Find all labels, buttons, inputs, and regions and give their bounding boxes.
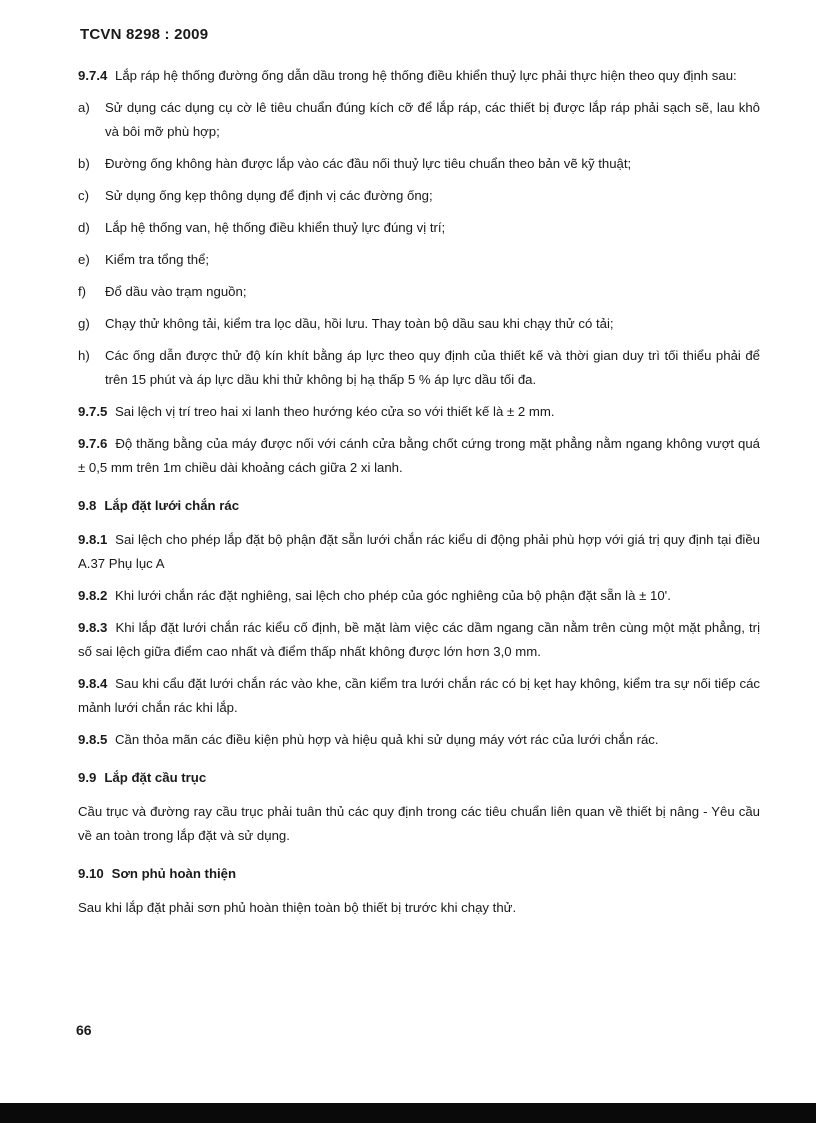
- document-code-header: TCVN 8298 : 2009: [80, 26, 209, 43]
- clause-9-7-4: [78, 64, 760, 88]
- list-item-text: Đường ống không hàn được lắp vào các đầu nối thuỷ lực tiêu chuẩn theo bản vẽ kỹ thuật;: [105, 156, 632, 171]
- clause-9-7-5: [78, 400, 760, 424]
- list-marker: b): [78, 156, 90, 171]
- clause-number: 9.8.2: [78, 588, 108, 603]
- clause-number: 9.7.5: [78, 404, 108, 419]
- clause-text: Độ thăng bằng của máy được nối với cánh cửa bằng chốt cứng trong mặt phẳng nằm ngang không vượt quá ± 0,5 mm trên 1m chiều dài khoảng cách giữa 2 xi lanh.: [78, 436, 760, 475]
- clause-text: Lắp ráp hệ thống đường ống dẫn dầu trong hệ thống điều khiển thuỷ lực phải thực hiện theo quy định sau:: [115, 68, 737, 83]
- clause-number: 9.7.4: [78, 68, 108, 83]
- clause-text: Sai lệch cho phép lắp đặt bộ phận đặt sẵn lưới chắn rác kiểu di động phải phù hợp với giá trị quy định tại điều A.37 Phụ lục A: [78, 532, 761, 571]
- section-heading-9-8: [78, 494, 760, 518]
- list-item-d: [76, 216, 760, 240]
- clause-9-8-5: [78, 728, 760, 752]
- list-marker: f): [78, 284, 87, 299]
- section-number: 9.9: [78, 770, 97, 785]
- clause-number: 9.8.1: [78, 532, 108, 547]
- clause-text: Cần thỏa mãn các điều kiện phù hợp và hiệu quả khi sử dụng máy vớt rác của lưới chắn rác.: [115, 732, 659, 747]
- clause-9-8-1: [78, 528, 760, 576]
- list-item-g: [76, 312, 760, 336]
- list-item-text: Sử dụng các dụng cụ cờ lê tiêu chuẩn đúng kích cỡ để lắp ráp, các thiết bị được lắp ráp phải sạch sẽ, lau khô và bôi mỡ phù hợp;: [105, 100, 760, 139]
- section-title: Sơn phủ hoàn thiện: [111, 866, 237, 881]
- section-number: 9.8: [78, 498, 97, 513]
- list-item-text: Lắp hệ thống van, hệ thống điều khiển thuỷ lực đúng vị trí;: [105, 220, 446, 235]
- list-item-h: [76, 344, 760, 392]
- scan-edge-bar: [0, 1103, 816, 1123]
- section-9-10-body: Sau khi lắp đặt phải sơn phủ hoàn thiện toàn bộ thiết bị trước khi chạy thử.: [78, 900, 517, 915]
- list-item-text: Sử dụng ống kẹp thông dụng để định vị các đường ống;: [105, 188, 433, 203]
- list-item-text: Các ống dẫn được thử độ kín khít bằng áp lực theo quy định của thiết kế và thời gian duy trì tối thiểu phải để trên 15 phút và áp lực dầu khi thử không bị hạ thấp 5 % áp lực dầu tối đa.: [105, 348, 760, 387]
- clause-text: Sai lệch vị trí treo hai xi lanh theo hướng kéo cửa so với thiết kế là ± 2 mm.: [115, 404, 555, 419]
- section-number: 9.10: [78, 866, 104, 881]
- list-item-a: [76, 96, 760, 144]
- list-marker: a): [78, 100, 90, 115]
- list-item-text: Kiểm tra tổng thể;: [105, 252, 210, 267]
- clause-text: Sau khi cẩu đặt lưới chắn rác vào khe, cần kiểm tra lưới chắn rác có bị kẹt hay không, kiểm tra sự nối tiếp các mảnh lưới chắn rác khi lắp.: [78, 676, 760, 715]
- section-title: Lắp đặt cầu trục: [104, 770, 207, 785]
- document-body: [78, 64, 760, 928]
- clause-9-7-6: [78, 432, 760, 480]
- clause-text: Khi lưới chắn rác đặt nghiêng, sai lệch cho phép của góc nghiêng của bộ phận đặt sẵn là ± 10'.: [115, 588, 671, 603]
- clause-number: 9.7.6: [78, 436, 108, 451]
- list-marker: d): [78, 220, 90, 235]
- list-item-f: [76, 280, 760, 304]
- clause-9-8-2: [78, 584, 760, 608]
- clause-number: 9.8.4: [78, 676, 108, 691]
- clause-9-8-4: [78, 672, 760, 720]
- clause-9-8-3: [78, 616, 760, 664]
- list-item-e: [76, 248, 760, 272]
- section-heading-9-9: [78, 766, 760, 790]
- list-marker: h): [78, 348, 90, 363]
- list-marker: e): [78, 252, 90, 267]
- section-9-9-body: Cầu trục và đường ray cầu trục phải tuân thủ các quy định trong các tiêu chuẩn liên quan về thiết bị nâng - Yêu cầu về an toàn trong lắp đặt và sử dụng.: [78, 804, 760, 843]
- list-marker: c): [78, 188, 89, 203]
- list-marker: g): [78, 316, 90, 331]
- list-item-c: [76, 184, 760, 208]
- clause-number: 9.8.5: [78, 732, 108, 747]
- list-item-text: Chạy thử không tải, kiểm tra lọc dầu, hồi lưu. Thay toàn bộ dầu sau khi chạy thử có tải;: [105, 316, 614, 331]
- page-number: 66: [76, 1022, 92, 1038]
- list-item-b: [76, 152, 760, 176]
- section-heading-9-10: [78, 862, 760, 886]
- list-item-text: Đổ dầu vào trạm nguồn;: [105, 284, 247, 299]
- clause-number: 9.8.3: [78, 620, 108, 635]
- section-title: Lắp đặt lưới chắn rác: [104, 498, 240, 513]
- clause-text: Khi lắp đặt lưới chắn rác kiểu cố định, bề mặt làm việc các dầm ngang cần nằm trên cùng một mặt phẳng, trị số sai lệch giữa điểm cao nhất và điểm thấp nhất không được lớn hơn 3,0 mm.: [78, 620, 760, 659]
